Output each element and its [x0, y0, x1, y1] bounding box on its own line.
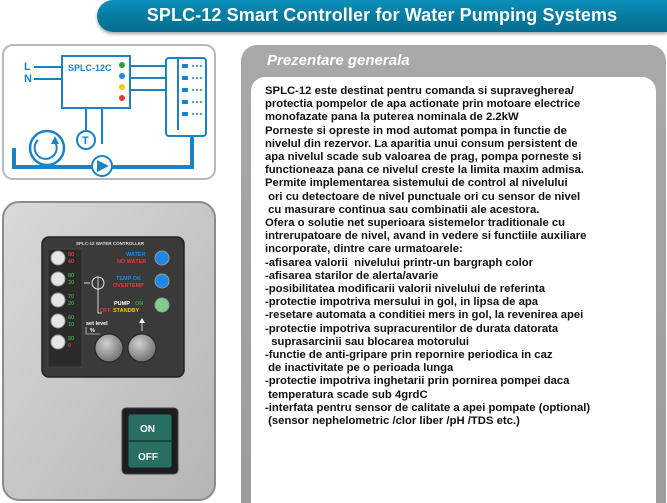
level-mark-0: 0: [68, 343, 72, 349]
overview-line: protectia pompelor de apa actionate prin motoare electrice: [265, 98, 581, 111]
no-water-label: NO WATER: [117, 259, 147, 265]
pump-status-led: [155, 298, 169, 312]
set-level-knob[interactable]: [95, 334, 123, 362]
level-led-90: [51, 251, 65, 265]
line-label: L: [24, 61, 31, 73]
controller-led-blue: [119, 73, 125, 79]
overview-line: -protectie impotriva supracurentilor de durata datorata: [265, 322, 559, 335]
overview-line: Permite implementarea sistemului de control al nivelului: [265, 177, 568, 190]
percent-label: %: [90, 328, 95, 334]
overview-line: suprasarcinii sau blocarea motorului: [265, 335, 470, 348]
level-mark-10: 10: [68, 322, 75, 328]
overview-line: -resetare automata a conditiei mers in gol, la revenirea apei: [265, 309, 584, 322]
pump-label: PUMP: [114, 301, 130, 307]
switch-on-label: ON: [140, 424, 155, 435]
banner-title: SPLC-12 Smart Controller for Water Pumping Systems: [146, 5, 618, 25]
level-mark-90: 90: [68, 252, 75, 258]
overview-line: -protectie impotriva mersului in gol, in lipsa de apa: [265, 296, 539, 309]
overtemp-label: OVERTEMP: [113, 283, 144, 289]
overview-line: functioneaza pana ce nivelul creste la limita maxim admisa.: [265, 164, 584, 177]
level-led-80: [51, 272, 65, 286]
level-mark-60: 60: [68, 315, 75, 321]
overview-panel: [241, 45, 666, 503]
overview-line: incorporate, dintre care urmatoarele:: [265, 243, 463, 256]
wiring-diagram: [2, 44, 216, 180]
overview-line: (sensor nephelometric /clor liber /pH /TDS etc.): [265, 415, 520, 428]
overview-text: [265, 85, 657, 428]
overview-line: de inactivitate pe o perioada lunga: [265, 362, 454, 375]
temp-ok-label: TEMP OK: [116, 276, 141, 282]
water-status-led: [155, 251, 169, 265]
title-banner: [97, 0, 667, 32]
model-label: SPLC-12 WATER CONTROLLER: [76, 241, 145, 246]
switch-off-label: OFF: [138, 452, 158, 463]
overview-line: -functie de anti-gripare prin repornire periodica in caz: [265, 349, 553, 362]
water-tank-icon: [166, 58, 206, 136]
overview-line: cu masurare continua sau combinatii ale acestora.: [265, 203, 540, 216]
overview-line: intrerupatoare de nivel, avand in vedere si functiile auxiliare: [265, 230, 587, 243]
pump-on-label: ON: [135, 301, 144, 307]
controller-led-yellow: [119, 84, 125, 90]
standby-label: STANDBY: [113, 308, 140, 314]
water-label: WATER: [126, 252, 146, 258]
level-mark-40: 40: [68, 259, 75, 265]
overview-line: Porneste si opreste in mod automat pompa in functie de: [265, 124, 567, 137]
level-led-60: [51, 314, 65, 328]
set-level-label: set level: [86, 321, 108, 327]
temp-symbol: T: [82, 135, 89, 147]
level-mark-70: 70: [68, 294, 75, 300]
overview-line: apa nivelul scade sub valoarea de prag, pompa porneste si: [265, 151, 582, 164]
level-mark-20: 20: [68, 301, 75, 307]
overview-line: nivelul din rezervor. La aparitia unui consum persistent de: [265, 137, 578, 150]
overview-line: -afisarea starilor de alerta/avarie: [265, 269, 439, 282]
controller-led-green: [119, 62, 125, 68]
overview-line: temperatura scade sub 4grdC: [265, 388, 428, 401]
overview-heading: Prezentare generala: [267, 52, 410, 69]
level-led-70: [51, 293, 65, 307]
overview-line: monofazate pana la puterea nominala de 2.2kW: [265, 111, 519, 124]
overview-line: -interfata pentru sensor de calitate a apei pompate (optional): [265, 401, 591, 414]
level-led-50: [51, 335, 65, 349]
overview-line: SPLC-12 este destinat pentru comanda si supravegherea/: [265, 85, 574, 97]
controller-label: SPLC-12C: [68, 63, 112, 73]
overview-line: Ofera o solutie net superioara sistemelor traditionale cu: [265, 217, 566, 230]
pump-off-label: OFF: [100, 308, 111, 314]
overview-line: -afisarea valorii nivelului printr-un bargraph color: [265, 256, 534, 269]
level-mark-50: 50: [68, 336, 75, 342]
controller-device: [2, 201, 216, 501]
level-mark-30: 30: [68, 280, 75, 286]
level-mark-80: 80: [68, 273, 75, 279]
temp-status-led: [155, 274, 169, 288]
overview-line: -posibilitatea modificarii valorii nivelului de referinta: [265, 283, 545, 296]
second-knob[interactable]: [128, 334, 156, 362]
controller-led-red: [119, 95, 125, 101]
neutral-label: N: [24, 73, 32, 85]
overview-body: [251, 77, 656, 503]
overview-line: ori cu detectoare de nivel punctuale ori cu sensor de nivel: [265, 190, 581, 203]
overview-line: -protectie impotriva inghetarii prin pornirea pompei daca: [265, 375, 570, 388]
